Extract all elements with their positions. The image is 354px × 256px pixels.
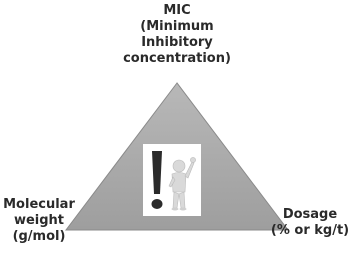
molecular-weight-line-2: weight xyxy=(13,213,65,228)
mic-label-line-1: MIC xyxy=(163,3,191,18)
molecular-weight-line-3: (g/mol) xyxy=(12,229,66,244)
mic-label-line-3: Inhibitory xyxy=(141,35,213,50)
mic-label xyxy=(77,3,277,67)
dosage-line-1: Dosage xyxy=(282,207,338,222)
molecular-weight-label xyxy=(0,197,78,245)
mic-label-line-2: (Minimum xyxy=(140,19,214,34)
mic-label-line-4: concentration) xyxy=(123,51,231,66)
exclamation-figure-icon xyxy=(143,144,201,216)
dosage-label xyxy=(266,207,354,239)
molecular-weight-line-1: Molecular xyxy=(3,197,75,212)
dosage-line-2: (% or kg/t) xyxy=(270,223,350,238)
